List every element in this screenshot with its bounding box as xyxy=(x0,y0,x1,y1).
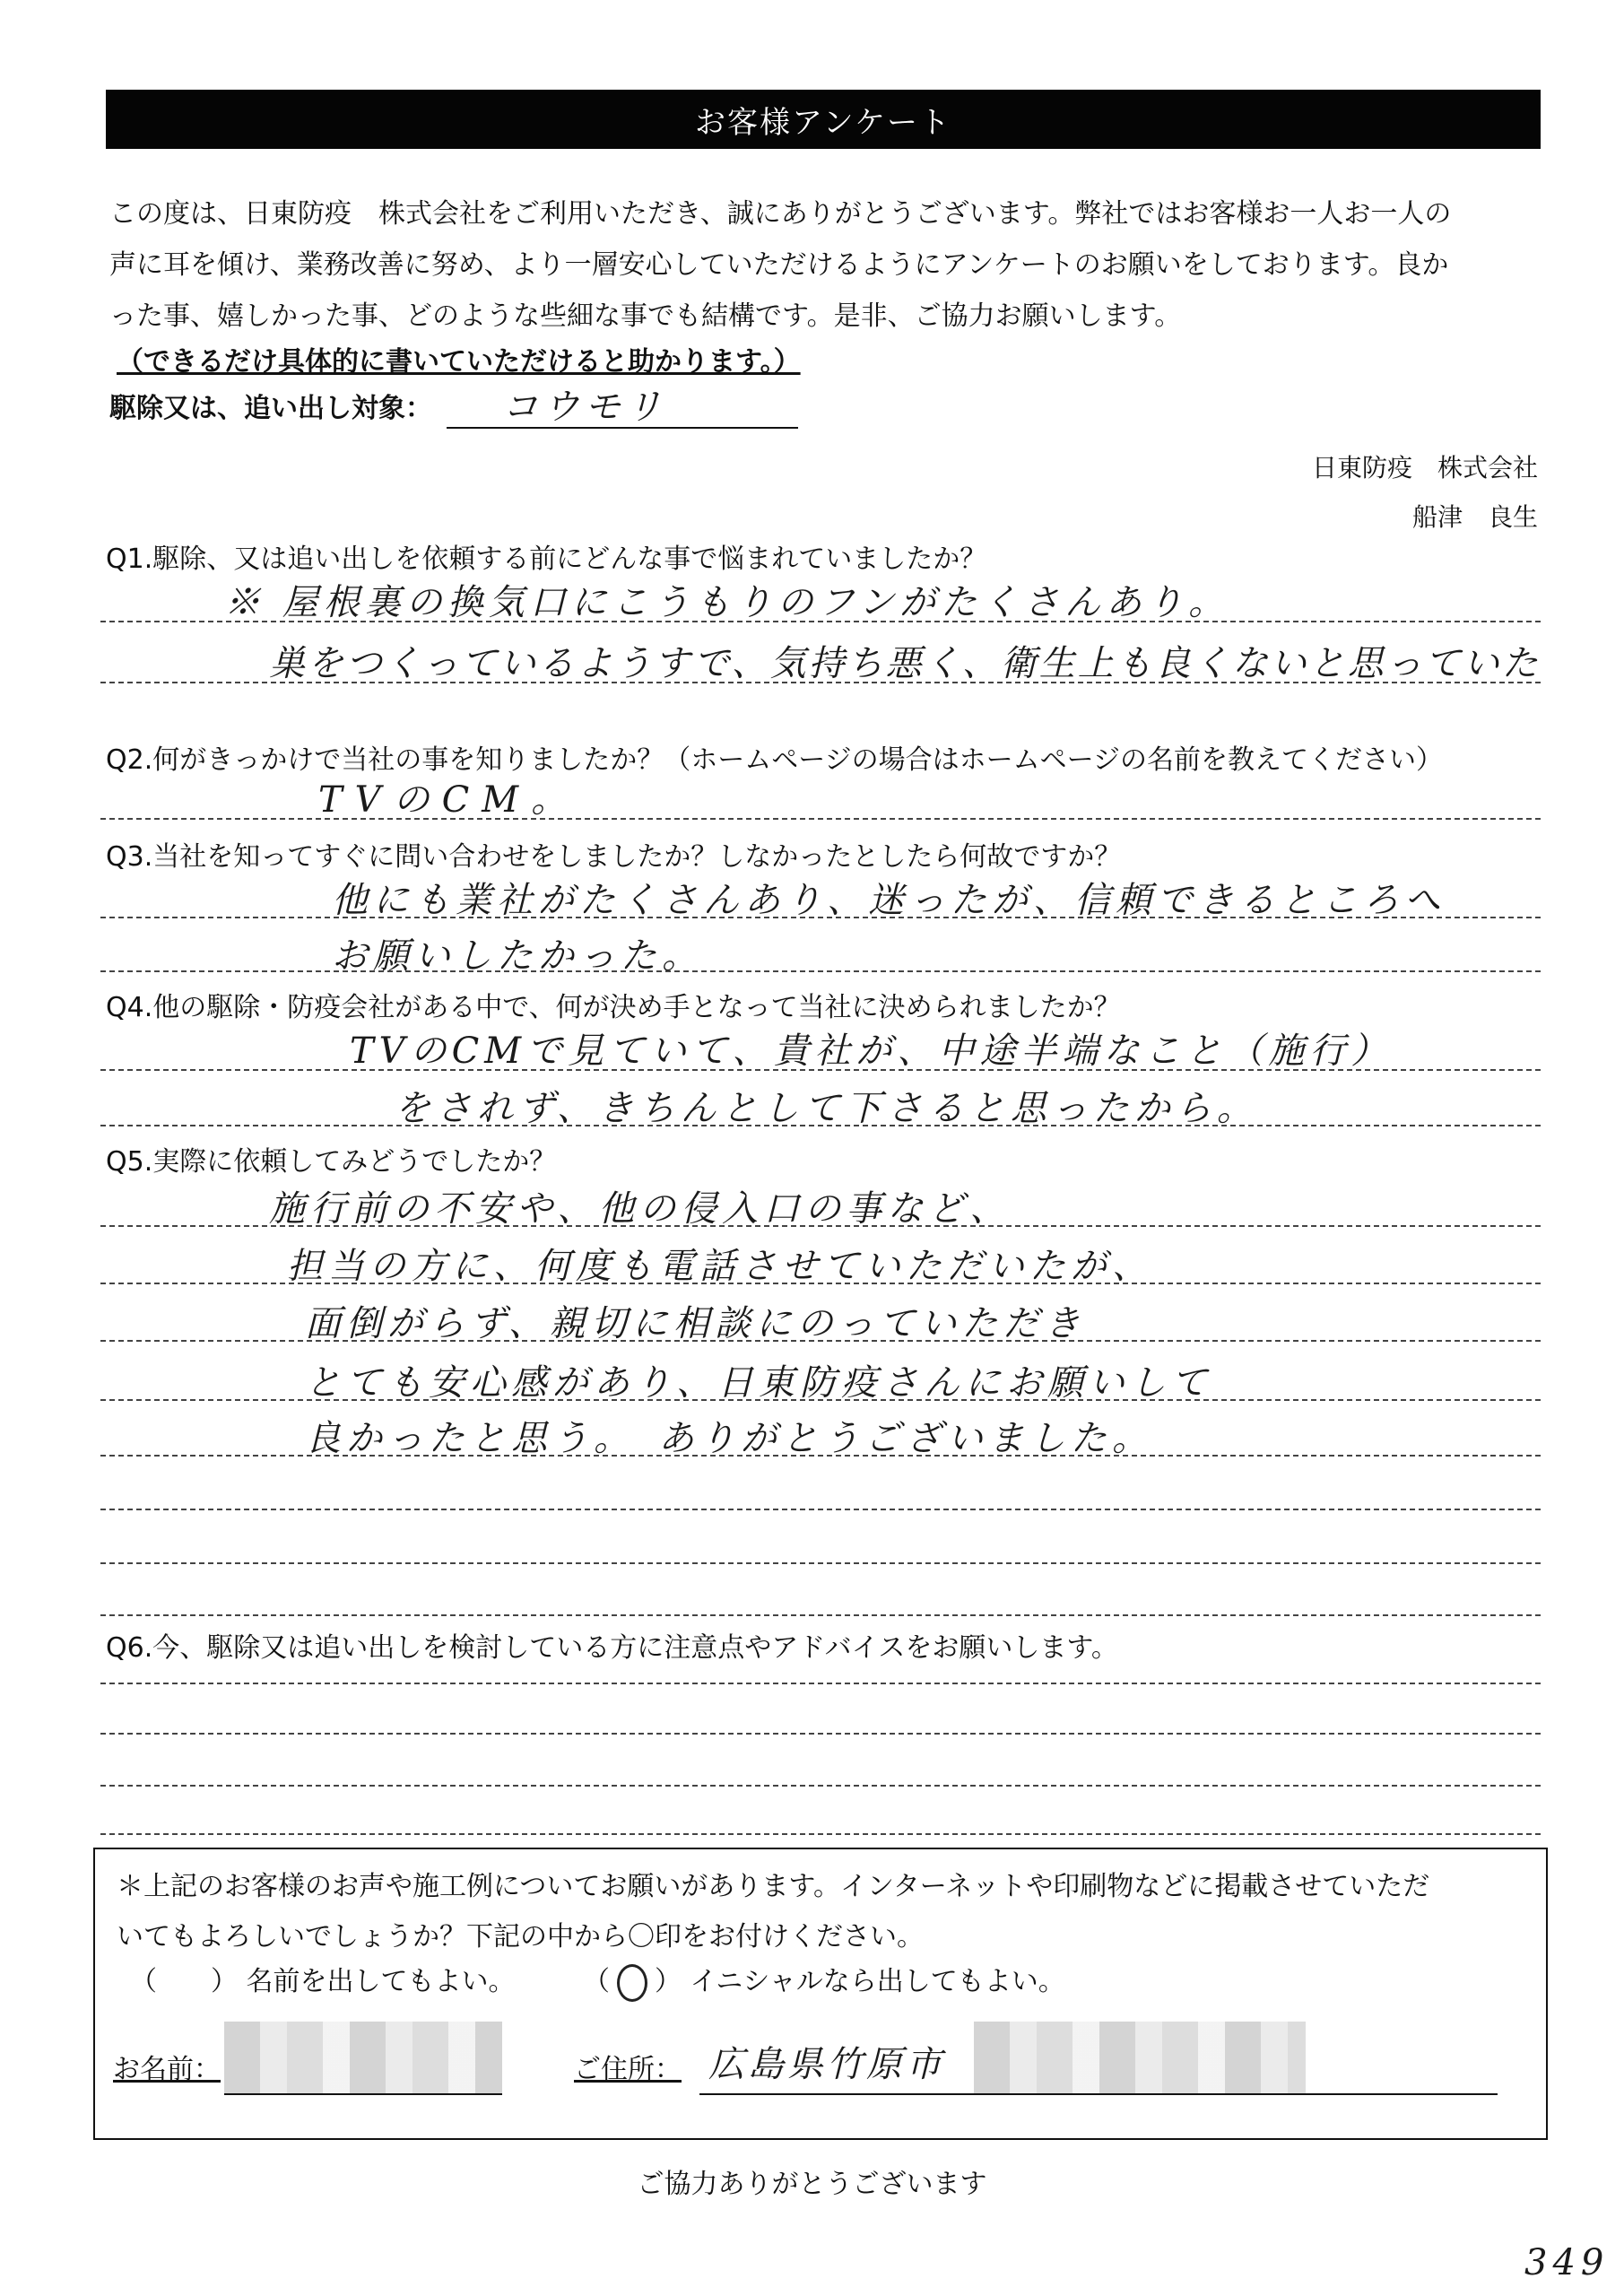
address-underline xyxy=(699,2093,1498,2095)
q6-line-4 xyxy=(100,1833,1541,1835)
q5-line-2 xyxy=(100,1283,1541,1284)
q1-answer-1[interactable]: ※ 屋根裏の換気口にこうもりのフンがたくさんあり。 xyxy=(224,582,1230,623)
q4-line-1 xyxy=(100,1069,1541,1071)
q3-line-1 xyxy=(100,917,1541,918)
name-value-redacted[interactable] xyxy=(224,2022,502,2093)
survey-title: お客様アンケート xyxy=(695,104,951,141)
consent-text-2: いてもよろしいでしょうか？下記の中から〇印をお付けください。 xyxy=(117,1921,924,1952)
q4-answer-2[interactable]: をされず、きちんとして下さると思ったから。 xyxy=(395,1088,1258,1129)
q5-answer-1[interactable]: 施行前の不安や、他の侵入口の事など、 xyxy=(269,1188,1012,1230)
target-value[interactable]: コウモリ xyxy=(502,387,667,428)
q5-line-6 xyxy=(100,1509,1541,1510)
consent-text-1: ＊上記のお客様のお声や施工例についてお願いがあります。インターネットや印刷物などに掲載させていただ xyxy=(117,1871,1430,1902)
survey-title-bar xyxy=(106,90,1541,149)
q4-line-2 xyxy=(100,1125,1541,1126)
intro-line-3: った事、嬉しかった事、どのような些細な事でも結構です。是非、ご協力お願いします。 xyxy=(109,300,1182,332)
q3-line-2 xyxy=(100,970,1541,972)
intro-note xyxy=(117,339,801,378)
q6-line-3 xyxy=(100,1785,1541,1787)
option-name[interactable] xyxy=(130,1959,516,1998)
q1-label: Q1.駆除、又は追い出しを依頼する前にどんな事で悩まれていましたか？ xyxy=(106,544,987,575)
q4-answer-1[interactable]: TVのCMで見ていて、貴社が、中途半端なこと（施行） xyxy=(350,1031,1393,1072)
consent-text xyxy=(117,1862,1515,1962)
q5-answer-5[interactable]: 良かったと思う。 ありがとうございました。 xyxy=(305,1418,1153,1459)
intro-note-text: （できるだけ具体的に書いていただけると助かります。） xyxy=(117,346,801,378)
q3-label: Q3.当社を知ってすぐに問い合わせをしましたか？しなかったとしたら何故ですか？ xyxy=(106,841,1122,873)
q2-line-1 xyxy=(100,818,1541,820)
intro-line-2: 声に耳を傾け、業務改善に努め、より一層安心していただけるようにアンケートのお願いをしております。良か xyxy=(109,249,1449,281)
q5-answer-4[interactable]: とても安心感があり、日東防疫さんにお願いして xyxy=(305,1362,1212,1404)
q5-answer-3[interactable]: 面倒がらず、親切に相談にのっていただき xyxy=(305,1303,1086,1344)
intro-paragraph xyxy=(109,188,1544,342)
q4-label: Q4.他の駆除・防疫会社がある中で、何が決め手となって当社に決められましたか？ xyxy=(106,992,1121,1023)
name-underline xyxy=(224,2093,502,2095)
option-initial-label: イニシャルなら出してもよい。 xyxy=(690,1966,1065,1997)
q5-line-4 xyxy=(100,1399,1541,1401)
q5-line-1 xyxy=(100,1225,1541,1227)
option-initial[interactable] xyxy=(583,1959,1065,2002)
q6-label: Q6.今、駆除又は追い出しを検討している方に注意点やアドバイスをお願いします。 xyxy=(106,1632,1118,1664)
q5-line-8 xyxy=(100,1614,1541,1616)
q6-line-2 xyxy=(100,1733,1541,1735)
company-person: 船津 良生 xyxy=(1411,502,1538,532)
intro-line-1: この度は、日東防疫 株式会社をご利用いただき、誠にありがとうございます。弊社ではお客様お一人お一人の xyxy=(109,198,1452,230)
q2-label: Q2.何がきっかけで当社の事を知りましたか？（ホームページの場合はホームページの名前を教えてください） xyxy=(106,744,1444,776)
option-initial-checkbox[interactable]: （ ） xyxy=(583,1966,682,1997)
page-number: 349 xyxy=(1524,2242,1610,2283)
address-value[interactable]: 広島県竹原市 xyxy=(708,2044,945,2085)
q1-line-1 xyxy=(100,621,1541,622)
q1-answer-2[interactable]: 巣をつくっているようすで、気持ち悪く、衛生上も良くないと思っていた xyxy=(269,643,1541,684)
name-label: お名前： xyxy=(113,2054,221,2085)
q2-answer-1[interactable]: TVのCM。 xyxy=(318,779,580,821)
option-name-checkbox[interactable]: （ ） xyxy=(130,1966,238,1997)
q5-label: Q5.実際に依頼してみどうでしたか？ xyxy=(106,1146,557,1178)
q5-line-3 xyxy=(100,1340,1541,1342)
company-name: 日東防疫 株式会社 xyxy=(1311,453,1538,483)
target-label: 駆除又は、追い出し対象： xyxy=(109,393,432,424)
q6-line-1 xyxy=(100,1683,1541,1684)
q5-answer-2[interactable]: 担当の方に、何度も電話させていただいたが、 xyxy=(287,1246,1153,1287)
q3-answer-2[interactable]: お願いしたかった。 xyxy=(332,935,703,977)
address-label: ご住所： xyxy=(574,2054,682,2085)
thanks-text: ご協力ありがとうございます xyxy=(637,2169,987,2200)
address-value-redacted[interactable] xyxy=(974,2022,1306,2093)
q3-answer-1[interactable]: 他にも業社がたくさんあり、迷ったが、信頼できるところへ xyxy=(332,880,1446,921)
circle-mark-icon xyxy=(617,1964,647,2002)
q5-line-5 xyxy=(100,1455,1541,1457)
q5-line-7 xyxy=(100,1562,1541,1564)
option-name-label: 名前を出してもよい。 xyxy=(246,1966,516,1997)
q1-line-2 xyxy=(100,682,1541,683)
